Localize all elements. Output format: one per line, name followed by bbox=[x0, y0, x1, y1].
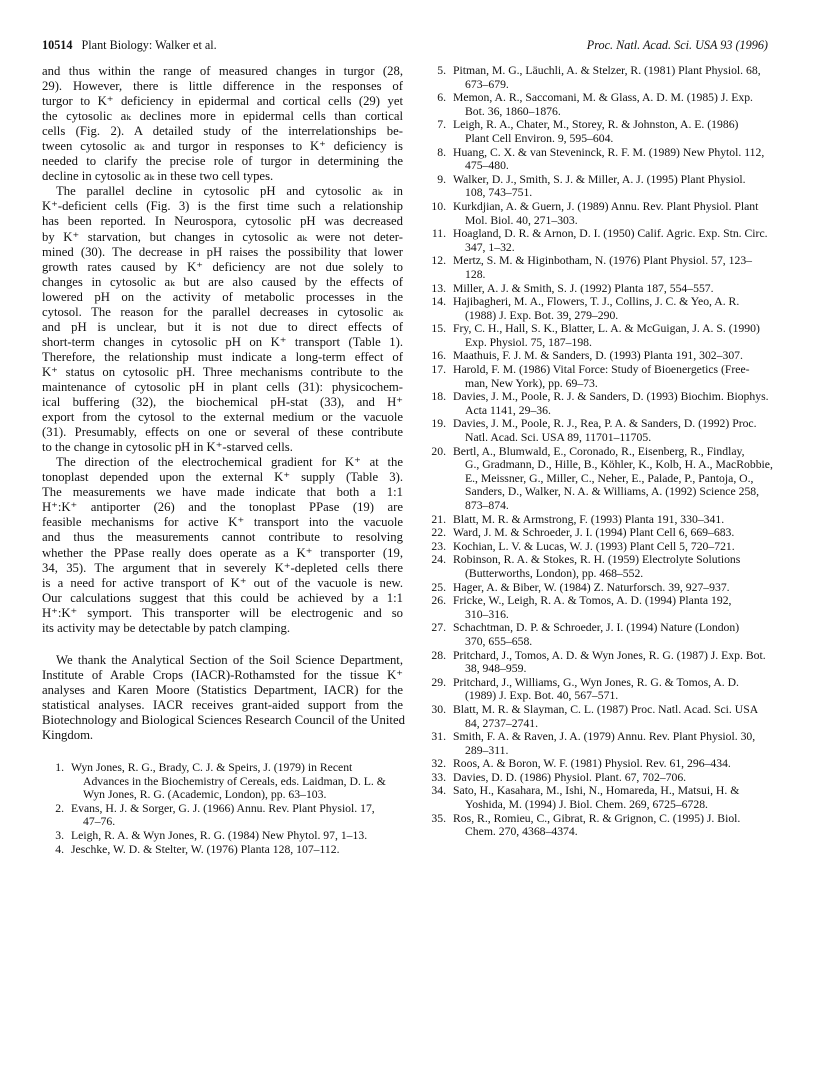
text-line: Our calculations suggest that this could be achieved by a 1:1 bbox=[42, 590, 403, 605]
reference-item bbox=[424, 757, 780, 771]
reference-line: Maathuis, F. J. M. & Sanders, D. (1993) Planta 191, 302–307. bbox=[453, 349, 743, 363]
text-line: tonoplast depended upon the external K⁺ supply (Table 3). bbox=[42, 470, 403, 485]
reference-line: Wyn Jones, R. G. (Academic, London), pp. 63–103. bbox=[83, 788, 327, 802]
text-line: and thus the measurements cannot contribute to resolving bbox=[42, 530, 403, 545]
reference-item bbox=[424, 146, 780, 173]
running-header bbox=[42, 38, 768, 56]
reference-item bbox=[424, 784, 780, 811]
reference-line: Memon, A. R., Saccomani, M. & Glass, A. D. M. (1985) J. Exp. bbox=[453, 91, 753, 105]
reference-line: Natl. Acad. Sci. USA 89, 11701–11705. bbox=[465, 431, 652, 445]
reference-item bbox=[424, 771, 780, 785]
references-list-right bbox=[424, 64, 780, 839]
reference-line: Fricke, W., Leigh, R. A. & Tomos, A. D. (1994) Planta 192, bbox=[453, 594, 732, 608]
text-line: The measurements we have made indicate that both a 1:1 bbox=[42, 485, 403, 500]
text-line: H⁺:K⁺ symport. This transporter will be electrogenic and so bbox=[42, 605, 403, 620]
right-column bbox=[424, 64, 780, 839]
reference-number: 6. bbox=[437, 91, 446, 105]
reference-line: Hoagland, D. R. & Arnon, D. I. (1950) Calif. Agric. Exp. Stn. Circ. bbox=[453, 227, 768, 241]
text-line: cytosol. The reason for the parallel decreases in cytosolic aₖ bbox=[42, 304, 403, 319]
text-line: ical buffering (32), the biochemical pH-stat (33), and H⁺ bbox=[42, 395, 403, 410]
reference-number: 17. bbox=[431, 363, 446, 377]
reference-item bbox=[424, 295, 780, 322]
reference-item bbox=[42, 843, 403, 857]
reference-line: Plant Cell Environ. 9, 595–604. bbox=[465, 131, 614, 145]
reference-line: 289–311. bbox=[465, 743, 509, 757]
reference-item bbox=[42, 829, 403, 843]
text-line: maintenance of cytosolic pH in plant cells (31): physicochem- bbox=[42, 379, 403, 394]
reference-item bbox=[424, 540, 780, 554]
reference-line: 873–874. bbox=[465, 499, 509, 512]
reference-item bbox=[424, 91, 780, 118]
acknowledgment bbox=[42, 653, 403, 743]
reference-item bbox=[424, 254, 780, 281]
section-title: Plant Biology: Walker et al. bbox=[81, 38, 217, 52]
text-line: turgor to K⁺ deficiency in epidermal and cortical cells (29) yet bbox=[42, 94, 403, 109]
text-line: is a need for active transport of K⁺ out of the vacuole is new. bbox=[42, 575, 403, 590]
reference-line: G., Gradmann, D., Hille, B., Köhler, K., Kolb, H. A., MacRobbie, bbox=[465, 458, 773, 472]
reference-item bbox=[424, 703, 780, 730]
reference-line: Bot. 36, 1860–1876. bbox=[465, 104, 561, 118]
reference-item bbox=[424, 445, 780, 513]
reference-line: Robinson, R. A. & Stokes, R. H. (1959) Electrolyte Solutions bbox=[453, 553, 741, 567]
reference-line: (Butterworths, London), pp. 468–552. bbox=[465, 566, 644, 580]
text-line: and thus within the range of measured changes in turgor (28, bbox=[42, 64, 403, 78]
references-list-left bbox=[42, 761, 403, 856]
reference-item bbox=[424, 390, 780, 417]
reference-number: 13. bbox=[431, 281, 446, 295]
reference-line: Davies, J. M., Poole, R. J., Rea, P. A. & Sanders, D. (1992) Proc. bbox=[453, 417, 757, 431]
reference-line: Miller, A. J. & Smith, S. J. (1992) Planta 187, 554–557. bbox=[453, 281, 714, 295]
reference-line: Roos, A. & Boron, W. F. (1981) Physiol. Rev. 61, 296–434. bbox=[453, 757, 731, 771]
text-line: its activity may be detectable by patch clamping. bbox=[42, 620, 291, 635]
text-line: whether the PPase really does operate as a K⁺ transporter (19, bbox=[42, 545, 403, 560]
reference-line: Davies, D. D. (1986) Physiol. Plant. 67, 702–706. bbox=[453, 770, 687, 784]
text-line: and pH is unclear, but it is not due to direct effects of bbox=[42, 319, 403, 334]
reference-line: Blatt, M. R. & Armstrong, F. (1993) Planta 191, 330–341. bbox=[453, 512, 725, 526]
text-line: decline in cytosolic aₖ in these two cell types. bbox=[42, 169, 274, 184]
acknowledgment-line: statistical analyses. IACR receives grant-aided support from the bbox=[42, 697, 403, 712]
reference-number: 7. bbox=[437, 118, 446, 132]
reference-number: 11. bbox=[431, 227, 446, 241]
reference-item bbox=[424, 621, 780, 648]
paragraph bbox=[42, 184, 403, 455]
reference-number: 27. bbox=[431, 621, 446, 635]
reference-line: 47–76. bbox=[83, 815, 116, 829]
reference-line: Ros, R., Romieu, C., Gibrat, R. & Grignon, C. (1995) J. Biol. bbox=[453, 811, 741, 825]
text-line: (31). Presumably, effects on one or several of these contribute bbox=[42, 425, 403, 440]
reference-number: 2. bbox=[55, 801, 64, 815]
reference-line: Pritchard, J., Tomos, A. D. & Wyn Jones, R. G. (1987) J. Exp. Bot. bbox=[453, 648, 766, 662]
reference-line: Mol. Biol. 40, 271–303. bbox=[465, 213, 578, 227]
left-column bbox=[42, 64, 403, 856]
text-line: growth rates caused by K⁺ deficiency are not due solely to bbox=[42, 259, 403, 274]
reference-number: 30. bbox=[431, 702, 446, 716]
text-line: has been reported. In Neurospora, cytosolic pH was decreased bbox=[42, 214, 403, 229]
reference-number: 4. bbox=[55, 842, 64, 856]
reference-number: 19. bbox=[431, 417, 446, 431]
reference-item bbox=[424, 200, 780, 227]
reference-line: Harold, F. M. (1986) Vital Force: Study of Bioenergetics (Free- bbox=[453, 363, 750, 377]
reference-line: Hajibagheri, M. A., Flowers, T. J., Collins, J. C. & Yeo, A. R. bbox=[453, 295, 740, 309]
text-line: 34, 35). The argument that in severely K⁺-depleted cells there bbox=[42, 560, 403, 575]
reference-line: Mertz, S. M. & Higinbotham, N. (1976) Plant Physiol. 57, 123– bbox=[453, 254, 753, 268]
reference-line: Jeschke, W. D. & Stelter, W. (1976) Planta 128, 107–112. bbox=[71, 842, 340, 856]
reference-number: 3. bbox=[55, 829, 64, 843]
reference-line: Acta 1141, 29–36. bbox=[465, 403, 551, 417]
reference-number: 34. bbox=[431, 784, 446, 798]
reference-item bbox=[424, 417, 780, 444]
reference-line: Evans, H. J. & Sorger, G. J. (1966) Annu. Rev. Plant Physiol. 17, bbox=[71, 801, 375, 815]
reference-line: 475–480. bbox=[465, 159, 509, 173]
reference-line: 38, 948–959. bbox=[465, 662, 527, 676]
acknowledgment-line: Kingdom. bbox=[42, 728, 94, 743]
reference-number: 15. bbox=[431, 322, 446, 336]
reference-number: 14. bbox=[431, 295, 446, 309]
reference-item bbox=[424, 812, 780, 839]
text-line: 29). However, there is little difference in the responses of bbox=[42, 79, 403, 94]
text-line: cells (Fig. 2). A detailed study of the interrelationships be- bbox=[42, 124, 403, 139]
text-line: Therefore, the relationship must indicate a long-term effect of bbox=[42, 349, 403, 364]
reference-number: 29. bbox=[431, 675, 446, 689]
reference-line: Bertl, A., Blumwald, E., Coronado, R., Eisenberg, R., Findlay, bbox=[453, 444, 745, 458]
reference-item bbox=[424, 64, 780, 91]
reference-line: Hager, A. & Biber, W. (1984) Z. Naturforsch. 39, 927–937. bbox=[453, 580, 730, 594]
reference-item bbox=[424, 526, 780, 540]
reference-item bbox=[424, 363, 780, 390]
reference-line: Pritchard, J., Williams, G., Wyn Jones, R. G. & Tomos, A. D. bbox=[453, 675, 739, 689]
body-text bbox=[42, 64, 403, 636]
reference-item bbox=[424, 227, 780, 254]
reference-number: 8. bbox=[437, 145, 446, 159]
reference-line: Advances in the Biochemistry of Cereals, eds. Laidman, D. L. & bbox=[83, 774, 386, 788]
reference-line: Sato, H., Kasahara, M., Ishi, N., Homareda, H., Matsui, H. & bbox=[453, 784, 740, 798]
reference-line: E., Meissner, G., Miller, C., Neher, E., Palade, P., Pantoja, O., bbox=[465, 471, 754, 485]
acknowledgment-line: Institute of Arable Crops (IACR)-Rothamsted for the tissue K⁺ bbox=[42, 667, 403, 682]
reference-item bbox=[424, 282, 780, 296]
reference-number: 1. bbox=[55, 761, 64, 775]
reference-item bbox=[424, 730, 780, 757]
page-number: 10514 bbox=[42, 38, 73, 52]
reference-number: 5. bbox=[437, 64, 446, 77]
reference-number: 24. bbox=[431, 553, 446, 567]
text-line: export from the cytosol to the external medium or the vacuole bbox=[42, 410, 403, 425]
reference-line: 347, 1–32. bbox=[465, 240, 515, 254]
reference-number: 22. bbox=[431, 526, 446, 540]
reference-line: Ward, J. M. & Schroeder, J. I. (1994) Plant Cell 6, 669–683. bbox=[453, 526, 735, 540]
reference-line: 310–316. bbox=[465, 607, 509, 621]
reference-line: Chem. 270, 4368–4374. bbox=[465, 825, 578, 839]
reference-number: 16. bbox=[431, 349, 446, 363]
reference-line: 84, 2737–2741. bbox=[465, 716, 539, 730]
reference-number: 21. bbox=[431, 512, 446, 526]
acknowledgment-line: We thank the Analytical Section of the Soil Science Department, bbox=[56, 652, 403, 667]
reference-item bbox=[424, 594, 780, 621]
reference-line: 370, 655–658. bbox=[465, 634, 533, 648]
text-line: K⁺-deficient cells (Fig. 3) is the first time such a relationship bbox=[42, 199, 403, 214]
reference-line: Wyn Jones, R. G., Brady, C. J. & Speirs, J. (1979) in Recent bbox=[71, 761, 353, 775]
reference-number: 26. bbox=[431, 594, 446, 608]
reference-number: 31. bbox=[431, 730, 446, 744]
reference-line: Blatt, M. R. & Slayman, C. L. (1987) Proc. Natl. Acad. Sci. USA bbox=[453, 702, 759, 716]
reference-line: Leigh, R. A. & Wyn Jones, R. G. (1984) New Phytol. 97, 1–13. bbox=[71, 829, 368, 843]
text-line: to the change in cytosolic pH in K⁺-starved cells. bbox=[42, 440, 293, 455]
reference-item bbox=[424, 173, 780, 200]
reference-line: Walker, D. J., Smith, S. J. & Miller, A. J. (1995) Plant Physiol. bbox=[453, 172, 746, 186]
reference-item bbox=[424, 676, 780, 703]
reference-item bbox=[424, 513, 780, 527]
reference-line: Fry, C. H., Hall, S. K., Blatter, L. A. & McGuigan, J. A. S. (1990) bbox=[453, 322, 760, 336]
text-line: short-term changes in cytosolic pH on K⁺ transport (Table 1). bbox=[42, 334, 403, 349]
acknowledgment-line: analyses and Karen Moore (Statistics Department, IACR) for the bbox=[42, 682, 403, 697]
text-line: mined (30). The decrease in pH raises the possibility that lower bbox=[42, 244, 403, 259]
reference-number: 25. bbox=[431, 580, 446, 594]
reference-item bbox=[424, 553, 780, 580]
paragraph bbox=[42, 455, 403, 636]
reference-line: (1988) J. Exp. Bot. 39, 279–290. bbox=[465, 308, 619, 322]
reference-line: Kochian, L. V. & Lucas, W. J. (1993) Plant Cell 5, 720–721. bbox=[453, 539, 735, 553]
reference-line: man, New York), pp. 69–73. bbox=[465, 376, 598, 390]
reference-number: 32. bbox=[431, 757, 446, 771]
text-line: needed to clarify the precise role of turgor in determining the bbox=[42, 154, 403, 169]
text-line: K⁺ status on cytosolic pH. Three mechanisms contribute to the bbox=[42, 364, 403, 379]
reference-line: Smith, F. A. & Raven, J. A. (1979) Annu. Rev. Plant Physiol. 30, bbox=[453, 730, 756, 744]
reference-item bbox=[42, 761, 403, 802]
reference-number: 23. bbox=[431, 539, 446, 553]
text-line: The parallel decline in cytosolic pH and cytosolic aₖ in bbox=[56, 184, 403, 199]
reference-line: Pitman, M. G., Läuchli, A. & Stelzer, R. (1981) Plant Physiol. 68, bbox=[453, 64, 761, 77]
text-line: feasible mechanisms for active K⁺ transport into the vacuole bbox=[42, 515, 403, 530]
acknowledgment-line: Biotechnology and Biological Sciences Research Council of the United bbox=[42, 712, 405, 727]
reference-line: 128. bbox=[465, 267, 486, 281]
reference-line: Kurkdjian, A. & Guern, J. (1989) Annu. Rev. Plant Physiol. Plant bbox=[453, 199, 759, 213]
reference-item bbox=[424, 349, 780, 363]
reference-line: Huang, C. X. & van Steveninck, R. F. M. (1989) New Phytol. 112, bbox=[453, 145, 765, 159]
reference-number: 33. bbox=[431, 770, 446, 784]
reference-item bbox=[424, 322, 780, 349]
paragraph bbox=[42, 64, 403, 184]
reference-number: 18. bbox=[431, 390, 446, 404]
reference-item bbox=[424, 649, 780, 676]
reference-number: 10. bbox=[431, 199, 446, 213]
reference-number: 9. bbox=[437, 172, 446, 186]
reference-line: Yoshida, M. (1994) J. Biol. Chem. 269, 6725–6728. bbox=[465, 798, 708, 812]
journal-citation: Proc. Natl. Acad. Sci. USA 93 (1996) bbox=[586, 38, 768, 52]
reference-item bbox=[424, 581, 780, 595]
reference-line: 673–679. bbox=[465, 77, 509, 91]
reference-item bbox=[42, 802, 403, 829]
text-line: The direction of the electrochemical gradient for K⁺ at the bbox=[56, 455, 403, 470]
text-line: tween cytosolic aₖ and turgor in responses to K⁺ deficiency is bbox=[42, 139, 403, 154]
reference-line: Schachtman, D. P. & Schroeder, J. I. (1994) Nature (London) bbox=[453, 621, 740, 635]
reference-number: 28. bbox=[431, 648, 446, 662]
text-line: changes in cytosolic aₖ but are also caused by the effects of bbox=[42, 274, 403, 289]
reference-number: 12. bbox=[431, 254, 446, 268]
text-line: the cytosolic aₖ declines more in epidermal cells than cortical bbox=[42, 109, 403, 124]
reference-number: 35. bbox=[431, 811, 446, 825]
reference-line: Sanders, D., Walker, N. A. & Williams, A. (1992) Science 258, bbox=[465, 485, 760, 499]
reference-line: 108, 743–751. bbox=[465, 186, 533, 200]
reference-line: Davies, J. M., Poole, R. J. & Sanders, D. (1993) Biochim. Biophys. bbox=[453, 390, 769, 404]
reference-line: (1989) J. Exp. Bot. 40, 567–571. bbox=[465, 689, 619, 703]
reference-item bbox=[424, 118, 780, 145]
text-line: by K⁺ starvation, but changes in cytosolic aₖ were not deter- bbox=[42, 229, 403, 244]
text-line: H⁺:K⁺ antiporter (26) and the tonoplast PPase (19) are bbox=[42, 500, 403, 515]
reference-line: Leigh, R. A., Chater, M., Storey, R. & Johnston, A. E. (1986) bbox=[453, 118, 739, 132]
reference-line: Exp. Physiol. 75, 187–198. bbox=[465, 335, 592, 349]
reference-number: 20. bbox=[431, 444, 446, 458]
text-line: lowered pH on the activity of metabolic processes in the bbox=[42, 289, 403, 304]
